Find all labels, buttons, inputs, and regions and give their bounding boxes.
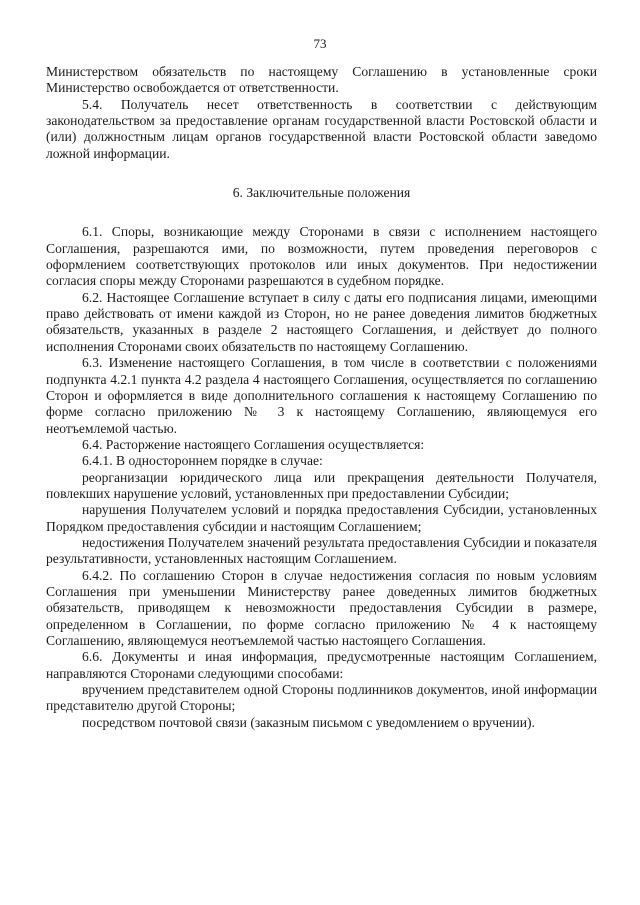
section-heading: 6. Заключительные положения	[232, 185, 411, 201]
paragraph-6-2: 6.2. Настоящее Соглашение вступает в силу с даты его подписания лицами, имеющими право действовать от имени каждой из Сторон, но не ранее доведения лимитов бюджетных обязательств, указанных в разделе 2 настоящего Соглашения, и действует до полного исполнения Сторонами своих обязательств по настоящему Соглашению.	[46, 289, 597, 354]
paragraph-6-4-2: 6.4.2. По соглашению Сторон в случае недостижения согласия по новым условиям Соглашения при уменьшении Министерству ранее доведенных лимитов бюджетных обязательств, приводящем к невозможности предоставления Субсидии в размере, определенном в Соглашении, по форме согласно приложению № 4 к настоящему Соглашению, являющемуся неотъемлемой частью настоящего Соглашения.	[46, 567, 597, 648]
paragraph-5-4: 5.4. Получатель несет ответственность в соответствии с действующим законодательством за предоставление органам государственной власти Ростовской области и (или) должностным лицам органов государственной власти Ростовской области заведомо ложной информации.	[46, 96, 597, 161]
list-item-delivery: вручением представителем одной Стороны подлинников документов, иной информации представителю другой Стороны;	[46, 682, 597, 714]
list-item-reorganization: реорганизации юридического лица или прекращения деятельности Получателя, повлекших нарушение условий, установленных при предоставлении Субсидии;	[46, 469, 597, 501]
page-number: 73	[313, 36, 327, 51]
paragraph-6-3: 6.3. Изменение настоящего Соглашения, в том числе в соответствии с положениями подпункта 4.2.1 пункта 4.2 раздела 4 настоящего Соглашения, осуществляется по соглашению Сторон и оформляется в виде дополнительного соглашения к настоящему Соглашению по форме согласно приложению № 3 к настоящему Соглашению, являющемуся его неотъемлемой частью.	[46, 355, 597, 436]
paragraph-continuation: Министерством обязательств по настоящему Соглашению в установленные сроки Министерство освобождается от ответственности.	[46, 64, 597, 96]
list-item-postal: посредством почтовой связи (заказным письмом с уведомлением о вручении).	[82, 714, 535, 730]
document-body	[46, 64, 597, 731]
list-item-violation: нарушения Получателем условий и порядка предоставления Субсидии, установленных Порядком предоставления субсидии и настоящим Соглашением;	[46, 502, 597, 534]
list-item-non-achievement: недостижения Получателем значений результата предоставления Субсидии и показателя результативности, установленных настоящим Соглашением.	[46, 534, 597, 567]
paragraph-6-4-1: 6.4.1. В одностороннем порядке в случае:	[82, 453, 323, 469]
paragraph-6-4: 6.4. Расторжение настоящего Соглашения осуществляется:	[82, 436, 425, 452]
paragraph-6-6: 6.6. Документы и иная информация, предусмотренные настоящим Соглашением, направляются Сторонами следующими способами:	[46, 649, 597, 681]
paragraph-6-1: 6.1. Споры, возникающие между Сторонами в связи с исполнением настоящего Соглашения, разрешаются ими, по возможности, путем проведения переговоров с оформлением соответствующих протоколов или иных документов. При недостижении согласия споры между Сторонами разрешаются в судебном порядке.	[46, 224, 597, 289]
